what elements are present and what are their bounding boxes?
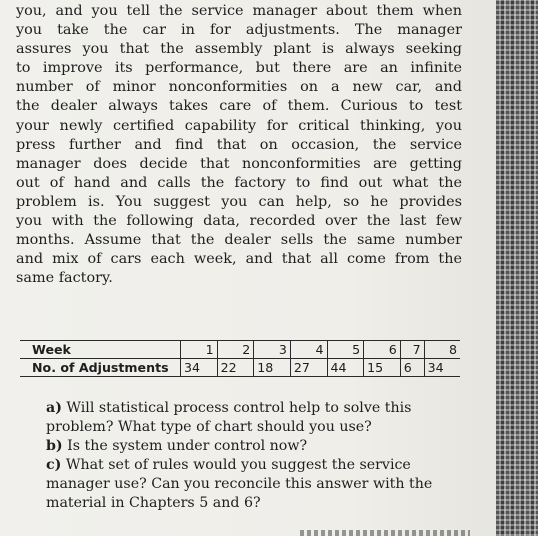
paragraph-line: press further and find that on occasion, the service: [16, 136, 462, 153]
paragraph-line: you with the following data, recorded over the last few: [16, 213, 462, 230]
week-cell: 2: [217, 341, 254, 359]
paragraph-line: you, and you tell the service manager about them when: [16, 3, 462, 19]
paragraph-line: your newly certified capability for critical thinking, you: [16, 117, 462, 134]
paragraph-line: same factory.: [16, 270, 113, 287]
paragraph-line: months. Assume that the dealer sells the same number: [16, 232, 462, 249]
week-cell: 4: [290, 341, 327, 359]
question-a-line: [46, 399, 466, 418]
paragraph-line: the dealer always takes care of them. Curious to test: [16, 98, 462, 115]
question-text: Will statistical process control help to solve this: [66, 400, 412, 416]
adjustment-cell: 34: [181, 359, 218, 377]
paragraph-line: out of hand and calls the factory to find out what the: [16, 174, 462, 191]
adjustment-cell: 34: [424, 359, 460, 377]
paragraph-line: manager does decide that nonconformities are getting: [16, 155, 462, 172]
question-label: b): [46, 437, 63, 454]
adjustment-cell: 6: [400, 359, 424, 377]
question-label: a): [46, 400, 62, 416]
question-a-line: problem? What type of chart should you use?: [46, 418, 372, 435]
question-text: What set of rules would you suggest the service: [65, 456, 411, 473]
adjustment-cell: 27: [290, 359, 327, 377]
question-b-line: [46, 437, 466, 456]
question-list: [46, 399, 466, 512]
week-cell: 8: [424, 341, 460, 359]
row-header-week: Week: [20, 341, 181, 359]
question-c-line: [46, 456, 466, 475]
paragraph-line: you take the car in for adjustments. The manager: [16, 22, 462, 39]
adjustment-cell: 18: [254, 359, 291, 377]
question-c-line: material in Chapters 5 and 6?: [46, 494, 261, 511]
week-cell: 7: [400, 341, 424, 359]
cut-off-text-line: [300, 530, 470, 536]
adjustments-table: [20, 340, 460, 377]
problem-paragraph: [16, 2, 462, 288]
week-cell: 3: [254, 341, 291, 359]
paragraph-line: and mix of cars each week, and that all come from the: [16, 251, 462, 268]
paragraph-line: assures you that the assembly plant is always seeking: [16, 41, 462, 58]
paragraph-line: to improve its performance, but there are an infinite: [16, 60, 462, 77]
question-label: c): [46, 456, 62, 473]
table-row-week: [20, 341, 460, 359]
paragraph-line: number of minor nonconformities on a new car, and: [16, 79, 462, 96]
row-header-adjustments: No. of Adjustments: [32, 360, 169, 375]
adjustment-cell: 22: [217, 359, 254, 377]
week-cell: 6: [364, 341, 401, 359]
adjustment-cell: 15: [364, 359, 401, 377]
question-c-line: manager use? Can you reconcile this answer with the: [46, 475, 433, 492]
table-row-adjustments: [20, 359, 460, 377]
week-cell: 5: [327, 341, 364, 359]
week-cell: 1: [181, 341, 218, 359]
adjustment-cell: 44: [327, 359, 364, 377]
question-text: Is the system under control now?: [67, 437, 308, 454]
paragraph-line: problem is. You suggest you can help, so he provides: [16, 193, 462, 210]
page-edge-binding: [496, 0, 538, 536]
